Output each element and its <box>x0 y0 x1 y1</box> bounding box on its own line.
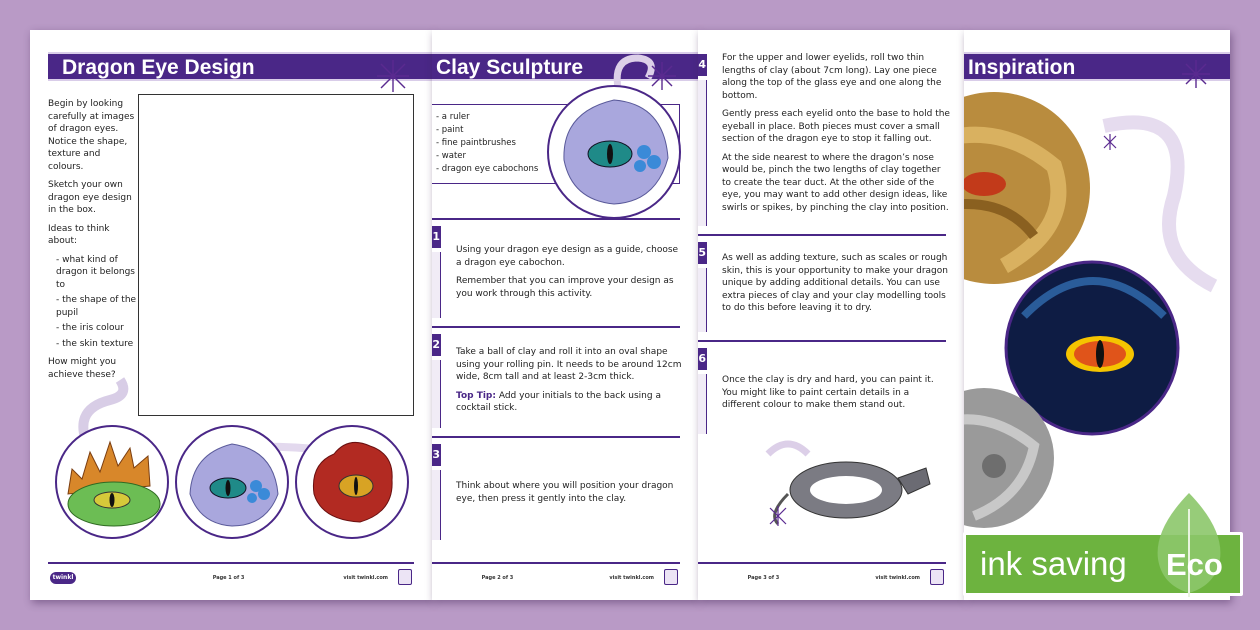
blue-dragon-eye <box>176 426 288 538</box>
page-title: Inspiration <box>968 56 1076 79</box>
step-number: 6 <box>698 348 707 370</box>
page-title: Dragon Eye Design <box>62 56 255 79</box>
ink-saving-eco-badge <box>963 532 1243 596</box>
step-text: Think about where you will position your dragon eye, then press it gently into the clay. <box>456 481 674 504</box>
material-item: - dragon eye cabochons <box>436 164 539 174</box>
step-text: At the side nearest to where the dragon’s nose would be, pinch the two lengths of clay together to create the tear duct. At the other side of the eye, you may want to add other design ideas, like swirls or spikes, by pinching the clay into position. <box>722 152 949 213</box>
dragon-eye-circles <box>52 424 412 542</box>
sketch-box[interactable] <box>138 94 414 416</box>
step-2 <box>432 328 680 438</box>
material-item: - water <box>436 151 466 161</box>
step-text: For the upper and lower eyelids, roll two thin lengths of clay (about 7cm long). Lay one piece along the top of the glass eye and one along the bottom. <box>722 53 942 101</box>
ideas-list <box>48 254 138 351</box>
page-footer <box>698 562 946 588</box>
intro-text: Begin by looking carefully at images of dragon eyes. Notice the shape, texture and colours. <box>48 99 135 172</box>
page-number: Page 3 of 3 <box>747 575 780 581</box>
step-text: Remember that you can improve your design as you work through this activity. <box>456 276 674 299</box>
page-footer <box>48 562 414 588</box>
material-item: - paint <box>436 125 464 135</box>
twinkl-badge-icon <box>664 569 678 585</box>
twinkl-logo: twinkl <box>50 572 76 584</box>
idea-item: - the skin texture <box>56 338 134 349</box>
closing-text: How might you achieve these? <box>48 357 117 380</box>
material-item: - a ruler <box>436 112 470 122</box>
idea-item: - what kind of dragon it belongs to <box>56 254 135 290</box>
ideas-heading: Ideas to think about: <box>48 223 110 246</box>
eco-label: Eco <box>1166 547 1223 582</box>
tip-label: Top Tip: <box>456 390 496 401</box>
step-4 <box>698 48 950 236</box>
step-text: Once the clay is dry and hard, you can paint it. You might like to paint certain details in a different colour to make them stand out. <box>722 375 934 410</box>
step-text: Using your dragon eye design as a guide, choose a dragon eye cabochon. <box>456 245 679 268</box>
twinkl-badge-icon <box>398 569 412 585</box>
golden-dragon-photo <box>964 92 1090 284</box>
green-dragon-eye <box>56 426 168 538</box>
step-1 <box>432 218 680 328</box>
page-clay-steps-continued <box>698 30 964 600</box>
step-number: 2 <box>432 334 441 356</box>
material-item: - fine paintbrushes <box>436 138 516 148</box>
page-number: Page 2 of 3 <box>481 575 514 581</box>
step-number: 5 <box>698 242 707 264</box>
inspiration-photos <box>964 86 1230 536</box>
visit-link[interactable]: visit twinkl.com <box>609 575 654 581</box>
twinkl-badge-icon <box>930 569 944 585</box>
cabochon-image <box>544 82 684 222</box>
idea-item: - the shape of the pupil <box>56 295 137 318</box>
instructions <box>48 98 138 387</box>
red-dragon-eye <box>296 426 408 538</box>
step-text: As well as adding texture, such as scales or rough skin, this is your opportunity to make your dragon unique by adding additional details. You can use extra pieces of clay and your clay modelling tools to do this before leaving it to dry. <box>722 253 948 313</box>
materials-list <box>436 112 546 177</box>
sketch-text: Sketch your own dragon eye design in the box. <box>48 180 132 215</box>
tip-text: Add your initials to the back using a cocktail stick. <box>456 390 661 413</box>
ink-saving-label: ink saving <box>980 545 1127 582</box>
step-number: 3 <box>432 444 441 466</box>
visit-link[interactable]: visit twinkl.com <box>875 575 920 581</box>
page-number: Page 1 of 3 <box>212 575 245 581</box>
step-text: Take a ball of clay and roll it into an oval shape using your rolling pin. It needs to be around 12cm wide, 8cm tall and at least 2-3cm thick. <box>456 347 682 382</box>
page-dragon-eye-design <box>30 30 432 600</box>
dragon-illustration <box>758 424 958 534</box>
visit-link[interactable]: visit twinkl.com <box>343 575 388 581</box>
step-number: 1 <box>432 226 441 248</box>
page-title: Clay Sculpture <box>436 56 584 79</box>
page-footer <box>432 562 680 588</box>
step-5 <box>698 236 946 342</box>
top-tip <box>456 390 688 415</box>
step-3 <box>432 438 680 548</box>
step-number: 4 <box>698 54 707 76</box>
step-text: Gently press each eyelid onto the base to hold the eyeball in place. Both pieces must cover a small section of the dragon eye to stop it falling out. <box>722 109 950 144</box>
sparkle-decoration <box>375 58 411 94</box>
idea-item: - the iris colour <box>56 323 124 333</box>
page-clay-sculpture <box>432 30 698 600</box>
